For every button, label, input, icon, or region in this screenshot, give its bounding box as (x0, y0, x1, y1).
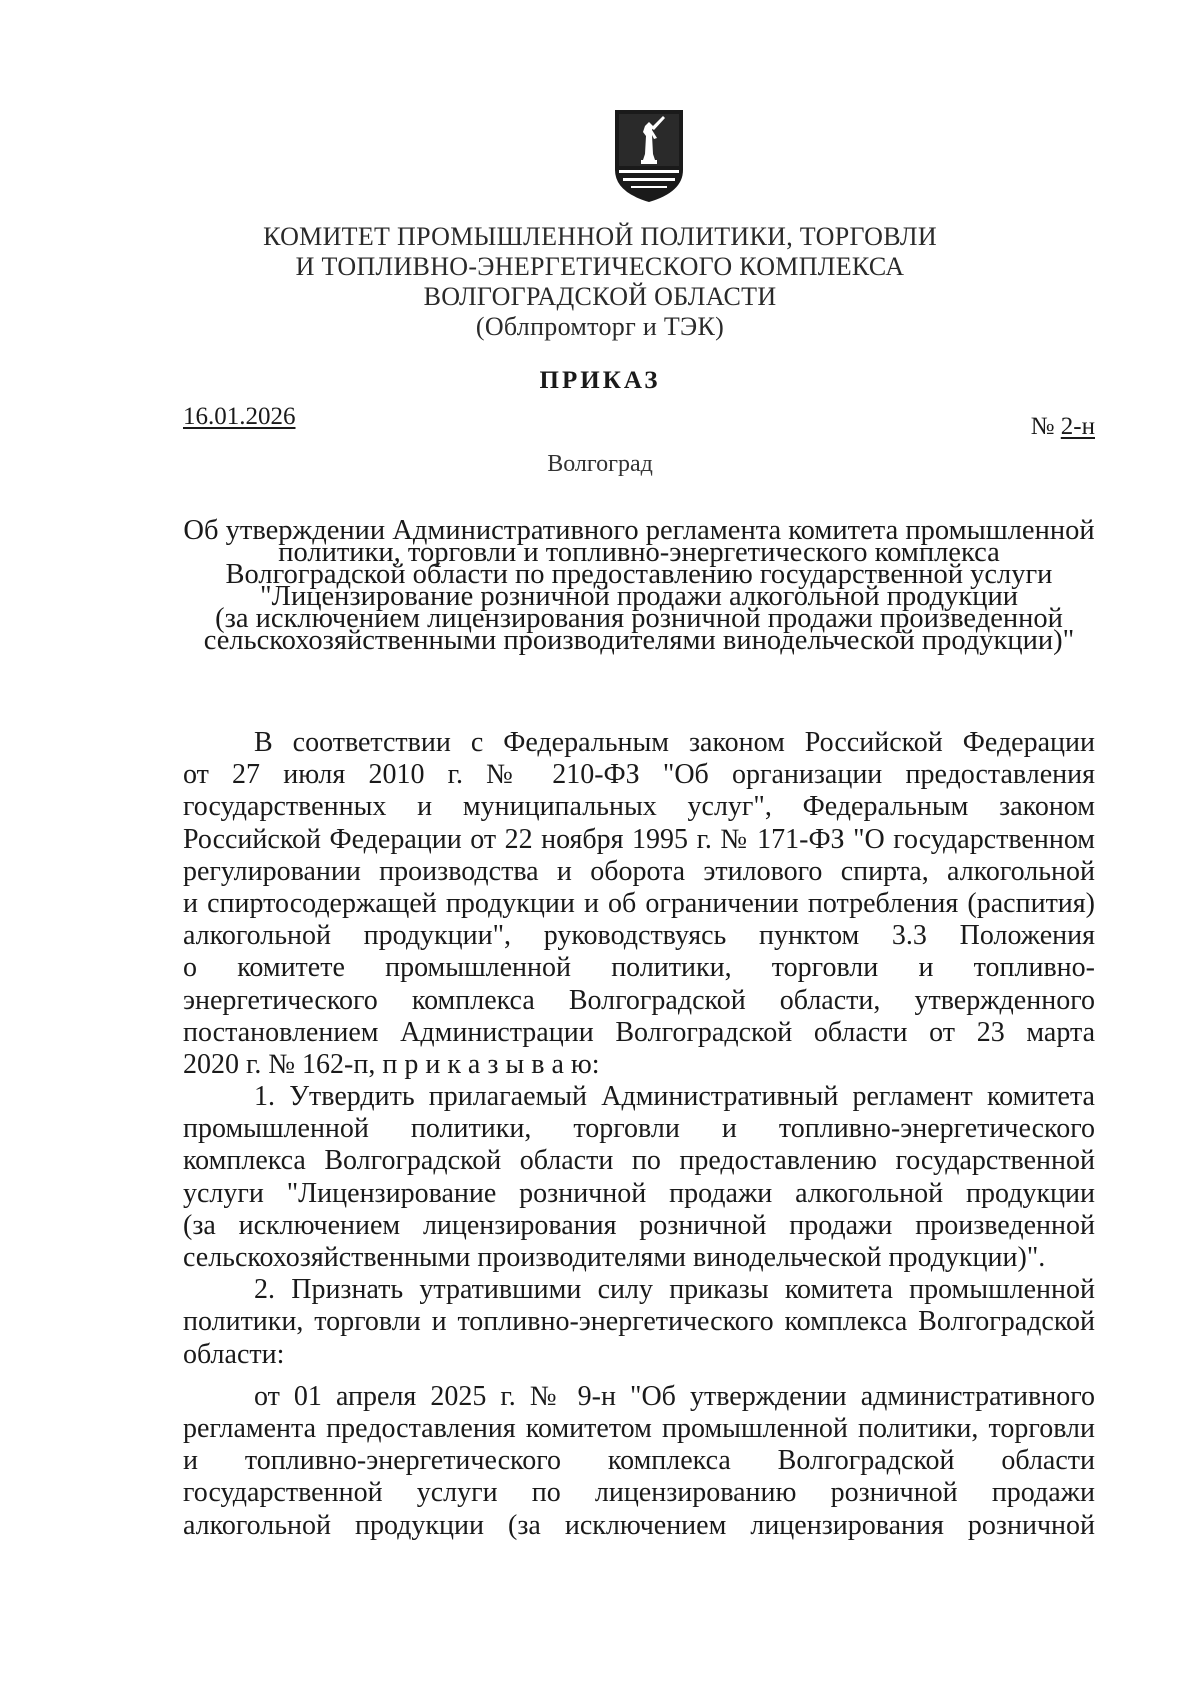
body-line: политики, торговли и топливно-энергетического комплекса Волгоградской (183, 1306, 1095, 1338)
header-line: И ТОПЛИВНО-ЭНЕРГЕТИЧЕСКОГО КОМПЛЕКСА (295, 252, 905, 281)
order-body (183, 727, 1095, 1542)
body-line: услуги "Лицензирование розничной продажи алкогольной продукции (183, 1177, 1095, 1209)
body-line: 1. Утвердить прилагаемый Административный регламент комитета (254, 1081, 1095, 1113)
volgograd-coat-of-arms-icon (613, 108, 685, 204)
order-number-prefix: № (1030, 413, 1061, 440)
body-line: государственных и муниципальных услуг", Федеральным законом (183, 791, 1095, 823)
body-line: 2. Признать утратившими силу приказы комитета промышленной (254, 1274, 1095, 1306)
body-line: о комитете промышленной политики, торговли и топливно- (183, 952, 1095, 984)
subject-line: Об утверждении Административного регламента комитета промышленной (183, 515, 1095, 546)
body-line: промышленной политики, торговли и топливно-энергетического (183, 1113, 1095, 1145)
order-number-value: 2-н (1060, 413, 1095, 440)
subject-line: "Лицензирование розничной продажи алкогольной продукции (259, 581, 1019, 612)
order-subject (183, 515, 1095, 656)
order-date: 16.01.2026 (183, 403, 296, 430)
body-line: Российской Федерации от 22 ноября 1995 г. № 171-ФЗ "О государственном (183, 823, 1095, 855)
subject-line: политики, торговли и топливно-энергетического комплекса (278, 537, 1000, 568)
body-line: государственной услуги по лицензированию розничной продажи (183, 1477, 1095, 1509)
body-line: области: (183, 1338, 285, 1370)
body-line: постановлением Администрации Волгоградской области от 23 марта (183, 1016, 1095, 1048)
body-line: регламента предоставления комитетом промышленной политики, торговли (183, 1412, 1095, 1444)
subject-line: сельскохозяйственными производителями винодельческой продукции)" (203, 625, 1075, 656)
body-line: и топливно-энергетического комплекса Волгоградской области (183, 1445, 1095, 1477)
document-type-title: ПРИКАЗ (539, 367, 661, 394)
body-line: сельскохозяйственными производителями винодельческой продукции)". (183, 1242, 1046, 1273)
body-line: (за исключением лицензирования розничной продажи произведенной (183, 1209, 1095, 1241)
header-line: ВОЛГОГРАДСКОЙ ОБЛАСТИ (423, 282, 777, 311)
subject-line: (за исключением лицензирования розничной продажи произведенной (215, 603, 1063, 634)
body-line: В соответствии с Федеральным законом Российской Федерации (254, 727, 1095, 758)
issuer-header (0, 222, 1200, 342)
header-line: (Облпромторг и ТЭК) (475, 312, 725, 341)
body-line: энергетического комплекса Волгоградской области, утвержденного (183, 984, 1095, 1016)
body-line: от 01 апреля 2025 г. № 9-н "Об утверждении административного (254, 1380, 1095, 1412)
body-line: от 27 июля 2010 г. № 210-ФЗ "Об организации предоставления (183, 759, 1095, 791)
order-number (1031, 413, 1095, 441)
body-line: алкогольной продукции", руководствуясь пунктом 3.3 Положения (183, 920, 1095, 952)
subject-line: Волгоградской области по предоставлению государственной услуги (225, 559, 1053, 590)
body-line: и спиртосодержащей продукции и об ограничении потребления (распития) (183, 887, 1095, 919)
body-line: 2020 г. № 162-п, п р и к а з ы в а ю: (183, 1048, 600, 1080)
body-line: алкогольной продукции (за исключением лицензирования розничной (183, 1509, 1095, 1541)
order-city: Волгоград (547, 451, 653, 477)
body-line: регулировании производства и оборота этилового спирта, алкогольной (183, 855, 1095, 887)
header-line: КОМИТЕТ ПРОМЫШЛЕННОЙ ПОЛИТИКИ, ТОРГОВЛИ (263, 222, 937, 251)
body-line: комплекса Волгоградской области по предоставлению государственной (183, 1145, 1095, 1177)
